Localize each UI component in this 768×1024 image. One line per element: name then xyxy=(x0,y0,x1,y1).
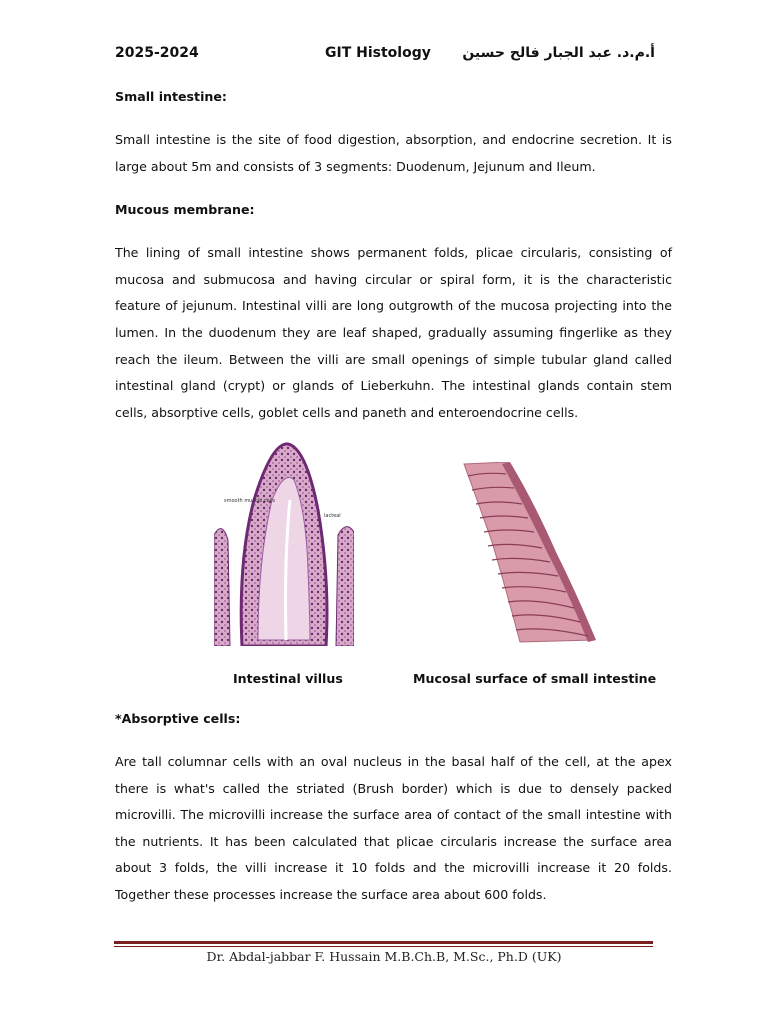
heading-absorptive-cells: *Absorptive cells: xyxy=(115,711,241,726)
figures-row xyxy=(0,440,768,650)
footer-divider-thin xyxy=(114,946,653,947)
header-author: أ.م.د. عبد الجبار فالح حسين xyxy=(462,45,655,61)
heading-small-intestine: Small intestine: xyxy=(115,89,227,104)
mucosal-surface-image xyxy=(462,462,596,644)
para-small-intestine: Small intestine is the site of food digestion, absorption, and endocrine secretion. It is large about 5m and consists of 3 segments: Duodenum, Jejunum and Ileum. xyxy=(115,132,672,174)
header-title: GIT Histology xyxy=(325,45,431,61)
caption-intestinal-villus: Intestinal villus xyxy=(233,671,343,686)
footer-divider xyxy=(114,941,653,944)
figure-captions xyxy=(0,671,768,689)
caption-mucosal-surface: Mucosal surface of small intestine xyxy=(413,671,657,686)
para-mucous-membrane: The lining of small intestine shows permanent folds, plicae circularis, consisting of mucosa and submucosa and having circular or spiral form, it is the characteristic feature of jejunum. Intestinal villi are long outgrowth of the mucosa projecting into the lumen. In the duodenum they are leaf shaped, gradually assuming fingerlike as they reach the ileum. Between the villi are small openings of simple tubular gland called intestinal gland (crypt) or glands of Lieberkuhn. The intestinal glands contain stem cells, absorptive cells, goblet cells and paneth and enteroendocrine cells. xyxy=(115,245,672,420)
para-absorptive-cells: Are tall columnar cells with an oval nucleus in the basal half of the cell, at the apex there is what's called the striated (Brush border) which is due to densely packed microvilli. The microvilli increase the surface area of contact of the small intestine with the nutrients. It has been calculated that plicae circularis increase the surface area about 3 folds, the villi increase it 10 folds and the microvilli increase it 20 folds. Together these processes increase the surface area about 600 folds. xyxy=(115,754,672,902)
heading-mucous-membrane: Mucous membrane: xyxy=(115,202,255,218)
header-year: 2025-2024 xyxy=(115,45,199,61)
label-lacteal: lacteal xyxy=(324,513,341,519)
absorptive-cells-section xyxy=(115,710,672,909)
page-header xyxy=(115,45,655,67)
main-content xyxy=(115,88,672,426)
footer-author: Dr. Abdal-jabbar F. Hussain M.B.Ch.B, M.Sc., Ph.D (UK) xyxy=(206,949,562,964)
intestinal-villus-image xyxy=(214,440,354,646)
label-smooth-muscle: smooth muscle cells xyxy=(224,498,275,504)
